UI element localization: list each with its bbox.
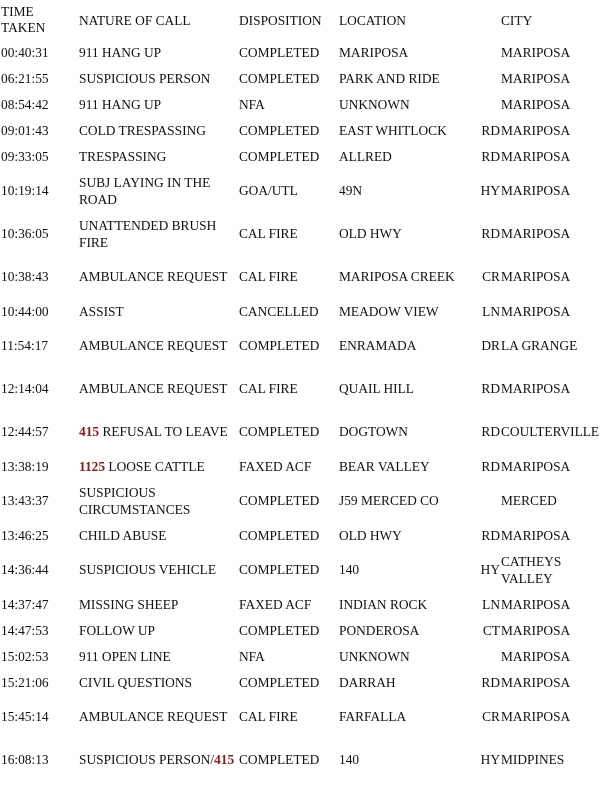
cell-location: QUAIL HILL [339, 381, 414, 396]
cell-location: 49N [339, 183, 363, 198]
cell-time-taken: 10:19:14 [1, 183, 49, 198]
cell-location: ENRAMADA [339, 338, 417, 353]
cell-location: 140 [339, 752, 360, 767]
cell-time-taken: 10:44:00 [1, 303, 49, 319]
cell-city: MERCED [501, 493, 557, 508]
table-row [0, 410, 614, 453]
cell-nature-of-call [79, 367, 239, 410]
cell-city: MIDPINES [501, 752, 565, 767]
call-nature-text: MISSING SHEEP [79, 596, 179, 612]
cell-time-taken: 10:38:43 [1, 269, 49, 284]
cell-city: COULTERVILLE [501, 424, 600, 439]
cell-disposition: COMPLETED [239, 122, 320, 138]
cell-disposition: CAL FIRE [239, 381, 298, 396]
cell-city: MARIPOSA [501, 70, 571, 86]
call-code: 415 [79, 424, 100, 439]
cell-nature-of-call [79, 591, 239, 617]
cell-nature-of-call [79, 738, 239, 781]
call-nature-text: 911 OPEN LINE [79, 648, 171, 664]
cell-location: FARFALLA [339, 709, 407, 724]
cell-location: 140 [339, 562, 360, 577]
cell-nature-of-call [79, 410, 239, 453]
cell-city: MARIPOSA [501, 381, 571, 396]
cell-street-suffix [469, 479, 501, 522]
call-nature-text: CIVIL QUESTIONS [79, 674, 192, 690]
cell-street-suffix: HY [480, 562, 500, 577]
cell-time-taken: 15:02:53 [1, 648, 49, 664]
cell-disposition: NFA [239, 648, 265, 664]
cell-street-suffix: RD [481, 148, 500, 164]
cell-time-taken: 12:14:04 [1, 381, 49, 396]
call-code: 1125 [79, 458, 106, 474]
cell-street-suffix [469, 65, 501, 91]
cell-time-taken: 13:43:37 [1, 493, 49, 508]
call-nature-text: REFUSAL TO LEAVE [99, 424, 228, 439]
call-nature-text: LOOSE CATTLE [105, 458, 205, 474]
table-row [0, 169, 614, 212]
cell-street-suffix [469, 39, 501, 65]
call-nature-text: AMBULANCE REQUEST [79, 709, 228, 724]
cell-time-taken: 10:36:05 [1, 226, 49, 241]
cell-disposition: COMPLETED [239, 493, 320, 508]
cell-disposition: CAL FIRE [239, 269, 298, 284]
header-row [0, 0, 614, 39]
table-row [0, 143, 614, 169]
cell-location: MEADOW VIEW [339, 303, 439, 319]
cell-time-taken: 00:40:31 [1, 44, 49, 60]
cell-location: UNKNOWN [339, 648, 410, 664]
cell-city: MARIPOSA [501, 96, 571, 112]
cell-location: DOGTOWN [339, 424, 408, 439]
table-row [0, 298, 614, 324]
cell-disposition: GOA/UTL [239, 183, 298, 198]
cell-street-suffix: RD [481, 424, 500, 439]
cell-city: MARIPOSA [501, 269, 571, 284]
cell-nature-of-call [79, 91, 239, 117]
cell-nature-of-call [79, 669, 239, 695]
cell-nature-of-call [79, 65, 239, 91]
header-location: LOCATION [339, 13, 406, 28]
cell-city: MARIPOSA [501, 622, 571, 638]
cell-city: MARIPOSA [501, 148, 571, 164]
cell-time-taken: 14:47:53 [1, 622, 49, 638]
cell-street-suffix: CT [482, 622, 500, 638]
table-row [0, 255, 614, 298]
cell-time-taken: 12:44:57 [1, 424, 49, 439]
cell-disposition: COMPLETED [239, 338, 320, 353]
cell-city: MARIPOSA [501, 674, 571, 690]
cell-time-taken: 13:46:25 [1, 527, 49, 543]
table-row [0, 453, 614, 479]
cell-street-suffix: LN [482, 596, 500, 612]
cell-street-suffix: RD [481, 381, 500, 396]
cell-street-suffix: RD [481, 226, 500, 241]
cell-time-taken: 15:21:06 [1, 674, 49, 690]
cell-time-taken: 14:36:44 [1, 562, 49, 577]
cell-time-taken: 16:08:13 [1, 752, 49, 767]
call-nature-text: AMBULANCE REQUEST [79, 381, 228, 396]
cell-location: PONDEROSA [339, 622, 420, 638]
call-nature-text: SUSPICIOUS PERSON [79, 70, 211, 86]
cell-nature-of-call [79, 169, 239, 212]
cell-disposition: NFA [239, 96, 265, 112]
table-row [0, 591, 614, 617]
cell-location: OLD HWY [339, 527, 402, 543]
cell-disposition: CANCELLED [239, 303, 319, 319]
cell-location: ALLRED [339, 148, 392, 164]
cell-city: MARIPOSA [501, 648, 571, 664]
cell-city: MARIPOSA [501, 183, 571, 198]
table-row [0, 91, 614, 117]
cell-location: MARIPOSA [339, 44, 409, 60]
cell-street-suffix: CR [482, 269, 500, 284]
call-nature-text: TRESPASSING [79, 148, 167, 164]
cell-disposition: FAXED ACF [239, 596, 312, 612]
call-nature-text: COLD TRESPASSING [79, 122, 206, 138]
table-row [0, 548, 614, 591]
cell-time-taken: 06:21:55 [1, 70, 49, 86]
table-row [0, 522, 614, 548]
cell-nature-of-call [79, 324, 239, 367]
call-nature-text: SUSPICIOUS VEHICLE [79, 562, 217, 577]
cell-nature-of-call [79, 39, 239, 65]
cell-disposition: COMPLETED [239, 674, 320, 690]
cell-street-suffix: DR [481, 338, 500, 353]
header-disposition: DISPOSITION [239, 13, 322, 28]
cell-disposition: COMPLETED [239, 44, 320, 60]
cell-time-taken: 15:45:14 [1, 709, 49, 724]
cell-time-taken: 09:01:43 [1, 122, 49, 138]
table-row [0, 738, 614, 781]
cell-location: INDIAN ROCK [339, 596, 428, 612]
cell-location: OLD HWY [339, 226, 402, 241]
cell-disposition: CAL FIRE [239, 226, 298, 241]
cell-city: CATHEYS VALLEY [501, 553, 562, 586]
call-nature-text: FOLLOW UP [79, 622, 156, 638]
call-nature-text: SUSPICIOUS PERSON/ [79, 752, 215, 767]
cell-nature-of-call [79, 117, 239, 143]
call-nature-text: SUSPICIOUS CIRCUMSTANCES [79, 484, 191, 517]
cell-disposition: COMPLETED [239, 562, 320, 577]
cell-disposition: COMPLETED [239, 752, 320, 767]
cell-disposition: COMPLETED [239, 148, 320, 164]
cell-location: PARK AND RIDE [339, 70, 440, 86]
cell-street-suffix: RD [481, 458, 500, 474]
cell-city: MARIPOSA [501, 458, 571, 474]
table-row [0, 212, 614, 255]
call-nature-text: ASSIST [79, 303, 124, 319]
header-suffix [469, 0, 501, 39]
call-nature-text: CHILD ABUSE [79, 527, 167, 543]
cell-disposition: COMPLETED [239, 70, 320, 86]
cell-location: DARRAH [339, 674, 396, 690]
cell-time-taken: 08:54:42 [1, 96, 49, 112]
table-row [0, 117, 614, 143]
cell-time-taken: 09:33:05 [1, 148, 49, 164]
header-city: CITY [501, 13, 533, 28]
cell-city: MARIPOSA [501, 122, 571, 138]
call-nature-text: 911 HANG UP [79, 96, 162, 112]
cell-nature-of-call [79, 643, 239, 669]
call-nature-text: 911 HANG UP [79, 44, 162, 60]
table-row [0, 65, 614, 91]
cell-nature-of-call [79, 212, 239, 255]
cell-location: UNKNOWN [339, 96, 410, 112]
cell-disposition: COMPLETED [239, 424, 320, 439]
cell-time-taken: 11:54:17 [1, 338, 49, 353]
cell-street-suffix: HY [480, 183, 500, 198]
cell-street-suffix: RD [481, 674, 500, 690]
cell-street-suffix: RD [481, 527, 500, 543]
cell-location: EAST WHITLOCK [339, 122, 447, 138]
cell-nature-of-call [79, 479, 239, 522]
table-row [0, 669, 614, 695]
cell-disposition: CAL FIRE [239, 709, 298, 724]
cell-city: MARIPOSA [501, 303, 571, 319]
table-row [0, 367, 614, 410]
table-row [0, 39, 614, 65]
call-nature-text: SUBJ LAYING IN THE ROAD [79, 174, 211, 207]
table-row [0, 695, 614, 738]
table-row [0, 324, 614, 367]
header-nature-of-call: NATURE OF CALL [79, 13, 191, 28]
cell-street-suffix [469, 91, 501, 117]
cell-street-suffix [469, 643, 501, 669]
call-nature-text: AMBULANCE REQUEST [79, 269, 228, 284]
table-row [0, 643, 614, 669]
cell-city: LA GRANGE [501, 338, 578, 353]
cell-location: J59 MERCED CO [339, 493, 439, 508]
cell-street-suffix: CR [482, 709, 500, 724]
cell-location: MARIPOSA CREEK [339, 269, 455, 284]
cell-disposition: COMPLETED [239, 527, 320, 543]
cell-nature-of-call [79, 548, 239, 591]
header-time-taken: TIME TAKEN [1, 4, 46, 35]
cell-street-suffix: HY [480, 752, 500, 767]
cell-city: MARIPOSA [501, 709, 571, 724]
table-row [0, 617, 614, 643]
cell-city: MARIPOSA [501, 226, 571, 241]
cell-nature-of-call [79, 695, 239, 738]
cell-disposition: FAXED ACF [239, 458, 312, 474]
call-nature-text: UNATTENDED BRUSH FIRE [79, 217, 217, 250]
cell-city: MARIPOSA [501, 596, 571, 612]
cell-disposition: COMPLETED [239, 622, 320, 638]
cell-nature-of-call [79, 522, 239, 548]
cell-nature-of-call [79, 617, 239, 643]
cell-time-taken: 13:38:19 [1, 458, 49, 474]
cell-nature-of-call [79, 298, 239, 324]
cell-street-suffix: LN [482, 303, 500, 319]
cell-street-suffix: RD [481, 122, 500, 138]
cell-city: MARIPOSA [501, 527, 571, 543]
cell-nature-of-call [79, 143, 239, 169]
cell-city: MARIPOSA [501, 44, 571, 60]
table-row [0, 479, 614, 522]
cell-nature-of-call [79, 255, 239, 298]
cell-nature-of-call [79, 453, 239, 479]
call-nature-text: AMBULANCE REQUEST [79, 338, 228, 353]
call-code: 415 [214, 752, 235, 767]
cell-location: BEAR VALLEY [339, 458, 430, 474]
cell-time-taken: 14:37:47 [1, 596, 49, 612]
